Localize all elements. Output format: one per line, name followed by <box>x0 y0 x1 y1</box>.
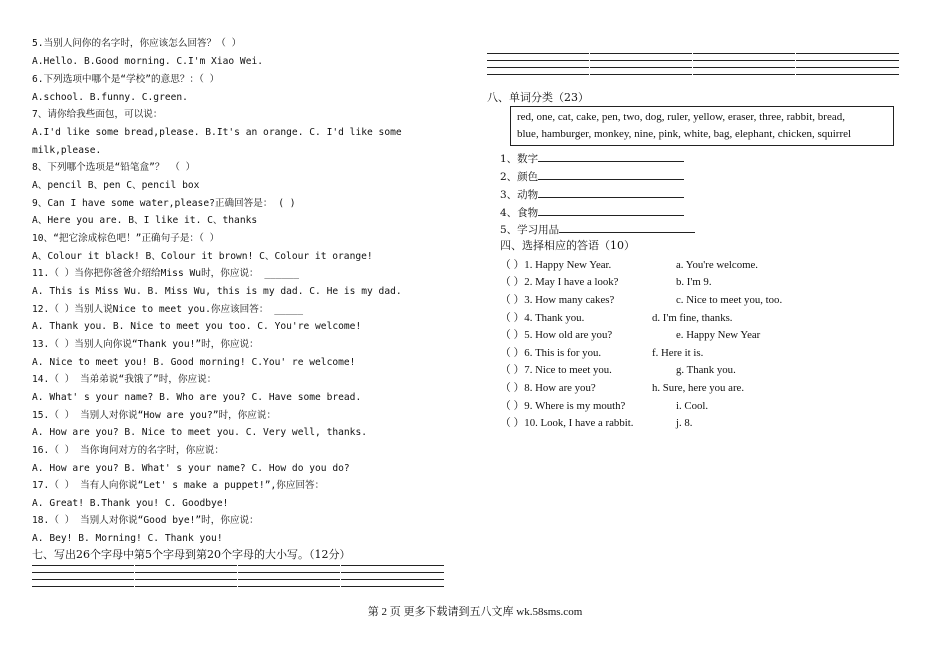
section4-title: 四、选择相应的答语（10） <box>500 239 635 252</box>
q7-options-cont: milk,please. <box>32 145 102 156</box>
q7-options: A.I'd like some bread,please. B.It's an orange. C. I'd like some <box>32 127 402 138</box>
match-question: （ ）5. How old are you? <box>500 329 613 341</box>
category-numbers: 1、数字 <box>500 152 684 165</box>
page-footer: 第 2 页 更多下载请到五八文库 wk.58sms.com <box>367 606 583 618</box>
category-stationery: 5、学习用品 <box>500 223 695 236</box>
match-question: （ ）6. This is for you. <box>500 347 602 359</box>
word-bank-line-1: red, one, cat, cake, pen, two, dog, ruler, yellow, eraser, three, rabbit, bread, <box>517 111 845 123</box>
q16-prompt: 16.（ ） 当你询问对方的名字时，你应说： <box>32 445 224 456</box>
match-answer: i. Cool. <box>676 400 709 412</box>
match-answer: f. Here it is. <box>652 347 704 359</box>
match-question: （ ）10. Look, I have a rabbit. <box>500 417 634 429</box>
q8-options: A、pencil B、pen C、pencil box <box>32 180 200 191</box>
match-answer: c. Nice to meet you, too. <box>676 294 783 306</box>
match-answer: d. I'm fine, thanks. <box>652 312 733 324</box>
q8-prompt: 8、下列哪个选项是“铅笔盒”？ （ ） <box>32 162 196 173</box>
q12-options: A. Thank you. B. Nice to meet you too. C. You're welcome! <box>32 321 362 332</box>
q18-options: A. Bey! B. Morning! C. Thank you! <box>32 533 223 544</box>
match-answer: e. Happy New Year <box>676 329 761 341</box>
category-food: 4、食物 <box>500 206 684 219</box>
match-question: （ ）2. May I have a look? <box>500 276 619 288</box>
q10-prompt: 10、“把它涂成棕色吧！”正确句子是：（ ） <box>32 233 220 244</box>
match-question: （ ）3. How many cakes? <box>500 294 615 306</box>
category-animals: 3、动物 <box>500 188 684 201</box>
q5-options: A.Hello. B.Good morning. C.I'm Xiao Wei. <box>32 56 264 67</box>
match-question: （ ）7. Nice to meet you. <box>500 364 612 376</box>
match-answer: b. I'm 9. <box>676 276 712 288</box>
q18-prompt: 18.（ ） 当别人对你说“Good bye!”时，你应说： <box>32 515 259 526</box>
match-question: （ ）8. How are you? <box>500 382 596 394</box>
q13-options: A. Nice to meet you! B. Good morning! C.You' re welcome! <box>32 357 356 368</box>
match-answer: g. Thank you. <box>676 364 736 376</box>
q7-prompt: 7、请你给我些面包，可以说： <box>32 109 163 120</box>
q5-prompt: 5.当别人问你的名字时，你应该怎么回答？（ ） <box>32 38 242 49</box>
q6-prompt: 6.下列选项中哪个是“学校”的意思？：（ ） <box>32 74 220 85</box>
q16-options: A. How are you? B. What' s your name? C. How do you do? <box>32 463 350 474</box>
q13-prompt: 13.（ ）当别人向你说“Thank you!”时，你应说： <box>32 339 259 350</box>
q15-options: A. How are you? B. Nice to meet you. C. Very well, thanks. <box>32 427 368 438</box>
section7-title: 七、写出26个字母中第5个字母到第20个字母的大小写。（12分） <box>32 548 351 561</box>
section8-title: 八、单词分类（23） <box>487 91 589 104</box>
q9-options: A、Here you are. B、I like it. C、thanks <box>32 215 258 226</box>
q6-options: A.school. B.funny. C.green. <box>32 92 188 103</box>
q15-prompt: 15.（ ） 当别人对你说“How are you?”时，你应说： <box>32 410 277 421</box>
q14-prompt: 14.（ ） 当弟弟说“我饿了”时，你应说： <box>32 374 217 385</box>
category-colors: 2、颜色 <box>500 170 684 183</box>
word-bank-line-2: blue, hamburger, monkey, nine, pink, white, bag, elephant, chicken, squirrel <box>517 128 852 140</box>
match-question: （ ）9. Where is my mouth? <box>500 400 626 412</box>
q17-prompt: 17.（ ） 当有人向你说“Let' s make a puppet!”,你应回答： <box>32 480 325 491</box>
match-answer: j. 8. <box>676 417 693 429</box>
match-answer: a. You're welcome. <box>676 259 759 271</box>
q11-prompt: 11.（ ）当你把你爸爸介绍给Miss Wu时，你应说： ______ <box>32 268 300 279</box>
match-question: （ ）4. Thank you. <box>500 312 585 324</box>
q17-options: A. Great! B.Thank you! C. Goodbye! <box>32 498 229 509</box>
word-bank-box <box>510 106 894 146</box>
match-answer: h. Sure, here you are. <box>652 382 745 394</box>
match-question: （ ）1. Happy New Year. <box>500 259 612 271</box>
q12-prompt: 12.（ ）当别人说Nice to meet you.你应该回答： _____ <box>32 304 304 315</box>
q14-options: A. What' s your name? B. Who are you? C. Have some bread. <box>32 392 362 403</box>
q9-prompt: 9、Can I have some water,please?正确回答是： ( ) <box>32 198 296 209</box>
q10-options: A、Colour it black! B、Colour it brown! C、Colour it orange! <box>32 251 373 262</box>
q11-options: A. This is Miss Wu. B. Miss Wu, this is my dad. C. He is my dad. <box>32 286 402 297</box>
